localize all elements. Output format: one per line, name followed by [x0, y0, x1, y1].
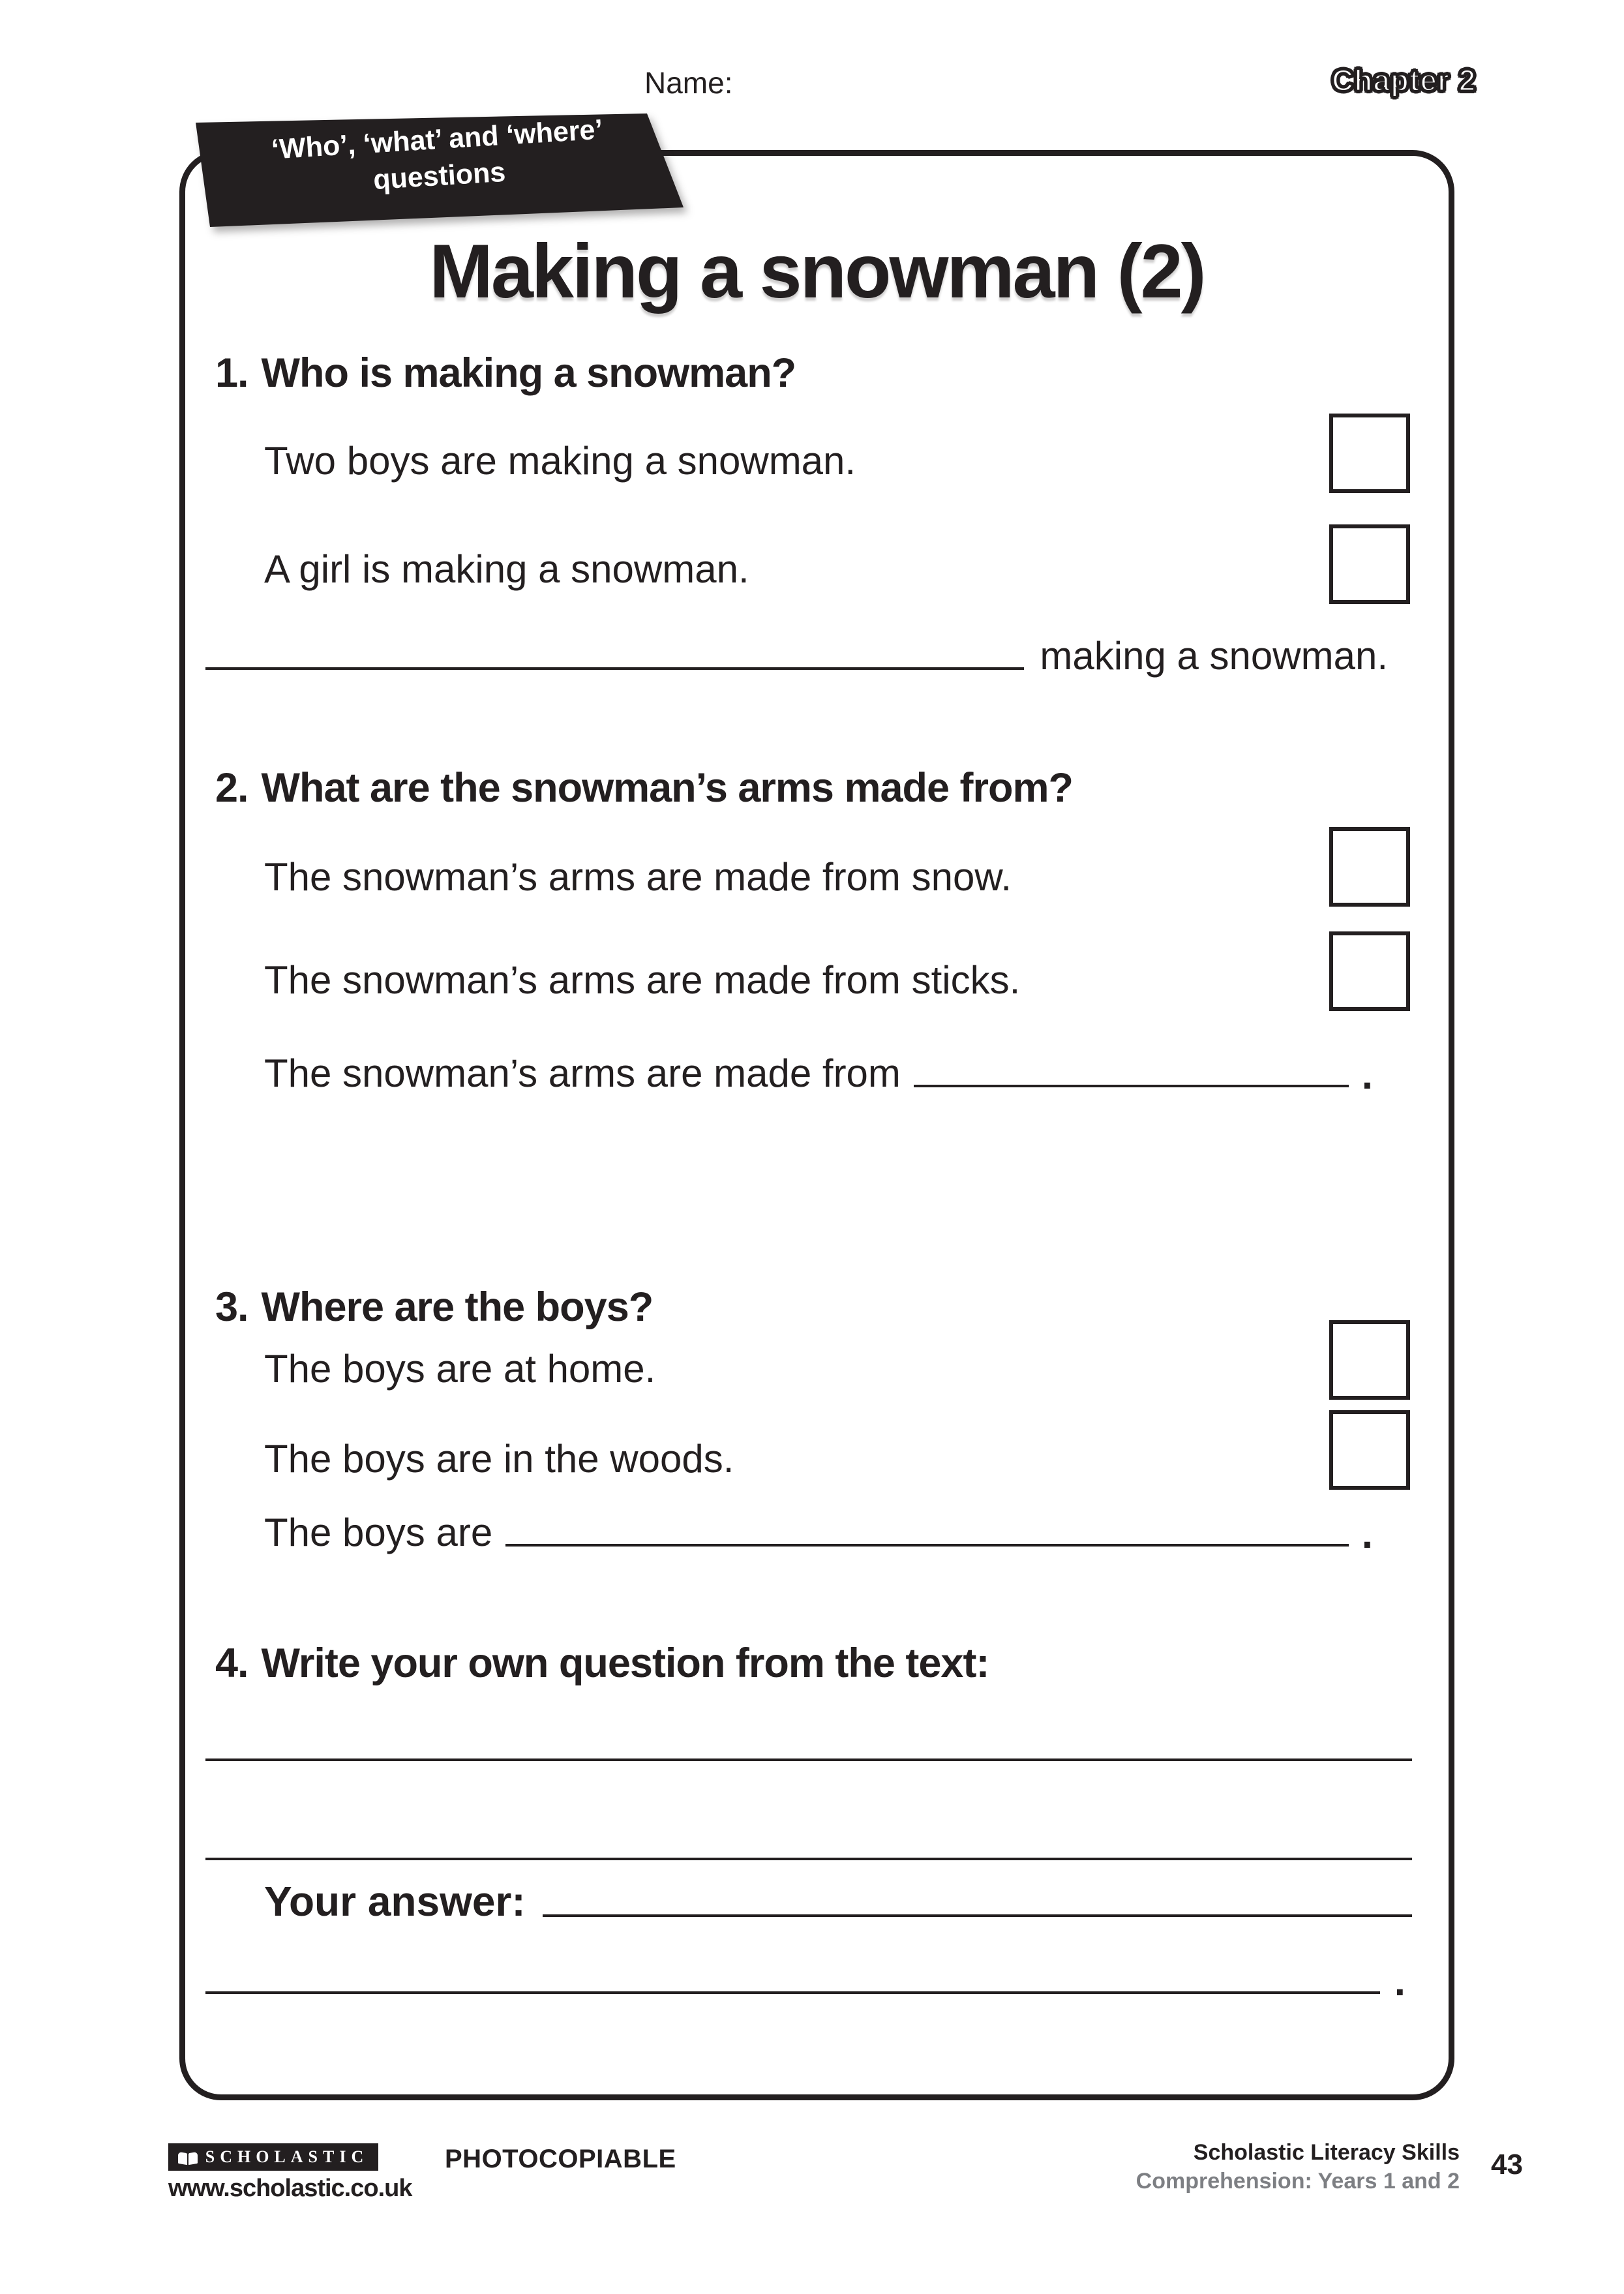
question-4-heading [215, 1640, 989, 1687]
question-3-option-2: The boys are in the woods. [264, 1437, 734, 1481]
your-answer-label: Your answer: [264, 1878, 526, 1925]
question-3-option-1: The boys are at home. [264, 1347, 656, 1391]
question-4-number: 4. [215, 1640, 248, 1686]
question-2-number: 2. [215, 765, 248, 811]
question-1-fill-row [205, 624, 1388, 678]
question-1-checkbox-2[interactable] [1329, 524, 1410, 604]
question-3-heading [215, 1284, 653, 1331]
series-subtitle: Comprehension: Years 1 and 2 [1135, 2169, 1460, 2194]
question-2-fill-row [264, 1045, 1373, 1096]
question-3-fill-row [264, 1504, 1373, 1555]
question-2-checkbox-2[interactable] [1329, 931, 1410, 1011]
question-3-fill-suffix: . [1361, 1512, 1373, 1557]
question-3-number: 3. [215, 1284, 248, 1330]
question-1-number: 1. [215, 350, 248, 396]
question-1-text: Who is making a snowman? [261, 350, 796, 396]
question-4-final-suffix: . [1394, 1959, 1406, 2004]
topic-banner [190, 107, 699, 234]
question-4-answer-row [264, 1876, 1412, 1925]
question-4-final-row [205, 1955, 1406, 2002]
page-number: 43 [1491, 2149, 1523, 2181]
series-title: Scholastic Literacy Skills [1193, 2140, 1460, 2165]
question-3-answer-line[interactable] [505, 1544, 1349, 1547]
question-2-checkbox-1[interactable] [1329, 827, 1410, 907]
question-2-option-2: The snowman’s arms are made from sticks. [264, 958, 1021, 1002]
question-3-text: Where are the boys? [261, 1284, 654, 1330]
question-4-write-line-2[interactable] [205, 1858, 1412, 1860]
photocopiable-label: PHOTOCOPIABLE [445, 2145, 676, 2173]
chapter-badge: Chapter 2 [1332, 63, 1477, 97]
question-4-answer-line[interactable] [543, 1914, 1412, 1917]
question-2-fill-suffix: . [1361, 1053, 1373, 1098]
topic-banner-line2: questions [372, 156, 507, 196]
scholastic-logo [168, 2143, 378, 2171]
question-3-fill-prefix: The boys are [264, 1511, 493, 1554]
open-book-icon [178, 2150, 199, 2164]
topic-banner-line1: ‘Who’, ‘what’ and ‘where’ [270, 113, 604, 166]
question-4-write-line-1[interactable] [205, 1758, 1412, 1761]
question-2-option-1: The snowman’s arms are made from snow. [264, 855, 1012, 899]
question-4-text: Write your own question from the text: [261, 1640, 989, 1686]
question-3-checkbox-1[interactable] [1329, 1320, 1410, 1400]
scholastic-logo-text: SCHOLASTIC [205, 2147, 369, 2166]
page-title: Making a snowman (2) [429, 228, 1205, 314]
series-block [1044, 2138, 1460, 2196]
question-3-checkbox-2[interactable] [1329, 1410, 1410, 1490]
name-label: Name: [644, 66, 733, 100]
question-1-fill-suffix: making a snowman. [1040, 634, 1388, 678]
question-4-final-line[interactable] [205, 1991, 1380, 1994]
question-1-option-2: A girl is making a snowman. [264, 547, 749, 591]
question-2-answer-line[interactable] [914, 1085, 1349, 1087]
question-2-fill-prefix: The snowman’s arms are made from [264, 1051, 901, 1095]
question-1-answer-line[interactable] [205, 667, 1024, 670]
question-1-heading [215, 350, 796, 397]
question-2-text: What are the snowman’s arms made from? [261, 765, 1074, 811]
website-link[interactable]: www.scholastic.co.uk [168, 2175, 412, 2202]
question-1-checkbox-1[interactable] [1329, 414, 1410, 493]
question-1-option-1: Two boys are making a snowman. [264, 439, 856, 483]
question-2-heading [215, 764, 1073, 811]
